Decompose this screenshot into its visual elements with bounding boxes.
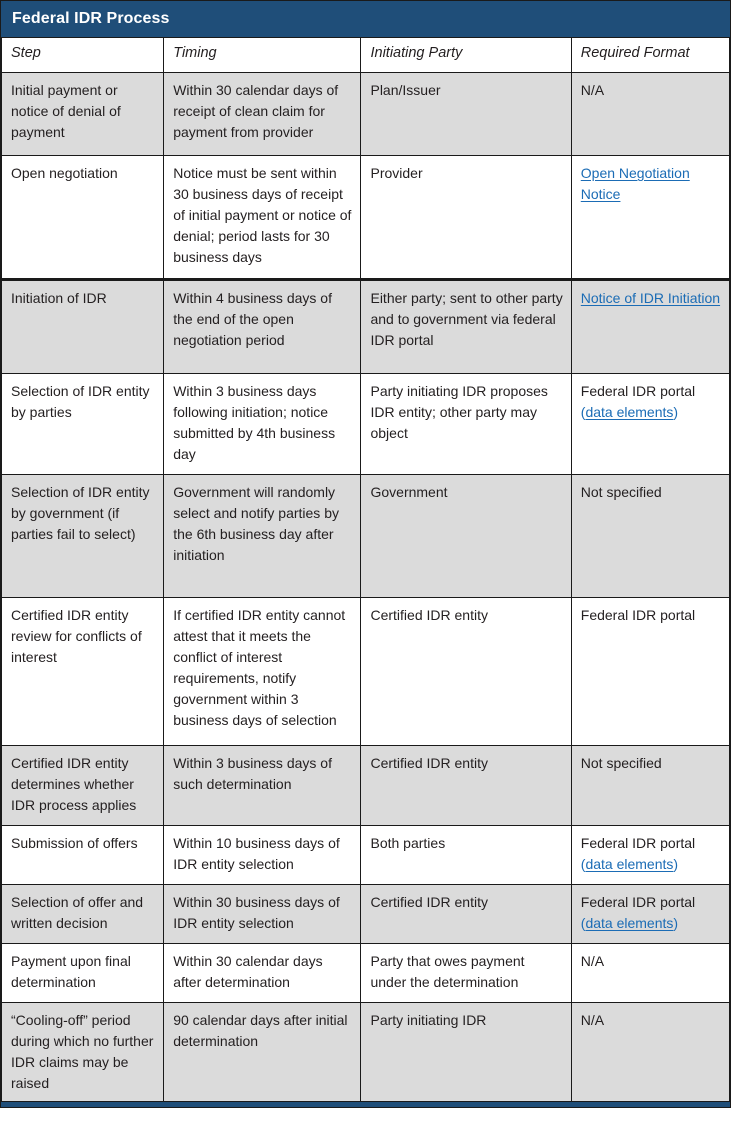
timing-cell: Within 30 calendar days of receipt of clean claim for payment from provider — [164, 73, 361, 156]
initiating-party-cell: Party that owes payment under the determination — [361, 944, 571, 1003]
table-title: Federal IDR Process — [12, 10, 170, 27]
format-paren: ) — [673, 915, 679, 931]
timing-cell: Government will randomly select and notify parties by the 6th business day after initiation — [164, 475, 361, 598]
step-cell: Submission of offers — [2, 826, 164, 885]
table-row — [2, 746, 730, 826]
format-text: N/A — [580, 82, 605, 98]
required-format-cell — [571, 374, 729, 475]
column-header-row — [2, 38, 730, 73]
format-paren: ( — [580, 856, 586, 872]
column-header-timing: Timing — [164, 38, 361, 73]
step-cell: Certified IDR entity determines whether IDR process applies — [2, 746, 164, 826]
step-cell: Initiation of IDR — [2, 280, 164, 374]
initiating-party-cell: Certified IDR entity — [361, 746, 571, 826]
table-row — [2, 826, 730, 885]
table-row — [2, 944, 730, 1003]
table-row — [2, 1003, 730, 1102]
table-row — [2, 73, 730, 156]
table-row — [2, 374, 730, 475]
timing-cell: Within 30 business days of IDR entity selection — [164, 885, 361, 944]
format-paren: ) — [673, 856, 679, 872]
format-paren: ( — [580, 404, 586, 420]
format-link[interactable]: data elements — [585, 856, 674, 872]
timing-cell: Within 4 business days of the end of the open negotiation period — [164, 280, 361, 374]
required-format-cell — [571, 826, 729, 885]
required-format-cell — [571, 1003, 729, 1102]
step-cell: “Cooling-off” period during which no further IDR claims may be raised — [2, 1003, 164, 1102]
timing-cell: Within 3 business days of such determination — [164, 746, 361, 826]
column-header-step: Step — [2, 38, 164, 73]
table-body — [2, 73, 730, 1102]
initiating-party-cell: Both parties — [361, 826, 571, 885]
table-row — [2, 598, 730, 746]
format-text: N/A — [580, 1012, 605, 1028]
format-link[interactable]: data elements — [585, 915, 674, 931]
timing-cell: 90 calendar days after initial determination — [164, 1003, 361, 1102]
timing-cell: Within 10 business days of IDR entity selection — [164, 826, 361, 885]
initiating-party-cell: Party initiating IDR — [361, 1003, 571, 1102]
initiating-party-cell: Certified IDR entity — [361, 885, 571, 944]
format-text: Federal IDR portal — [580, 894, 696, 910]
timing-cell: If certified IDR entity cannot attest that it meets the conflict of interest requirements, notify government within 3 business days of selection — [164, 598, 361, 746]
required-format-cell — [571, 475, 729, 598]
initiating-party-cell: Party initiating IDR proposes IDR entity; other party may object — [361, 374, 571, 475]
format-link[interactable]: Notice of IDR Initiation — [580, 290, 721, 306]
required-format-cell — [571, 280, 729, 374]
timing-cell: Within 30 calendar days after determination — [164, 944, 361, 1003]
table-row — [2, 475, 730, 598]
format-paren: ( — [580, 915, 586, 931]
step-cell: Selection of offer and written decision — [2, 885, 164, 944]
table-row — [2, 280, 730, 374]
table-title-bar — [1, 1, 730, 37]
step-cell: Selection of IDR entity by government (if parties fail to select) — [2, 475, 164, 598]
format-text: Not specified — [580, 484, 662, 500]
required-format-cell — [571, 156, 729, 280]
required-format-cell — [571, 73, 729, 156]
format-text: Federal IDR portal — [580, 383, 696, 399]
idr-table — [1, 37, 730, 1102]
timing-cell: Within 3 business days following initiation; notice submitted by 4th business day — [164, 374, 361, 475]
table-row — [2, 885, 730, 944]
step-cell: Certified IDR entity review for conflicts of interest — [2, 598, 164, 746]
format-link[interactable]: data elements — [585, 404, 674, 420]
column-header-required-format: Required Format — [571, 38, 729, 73]
initiating-party-cell: Plan/Issuer — [361, 73, 571, 156]
step-cell: Payment upon final determination — [2, 944, 164, 1003]
step-cell: Open negotiation — [2, 156, 164, 280]
initiating-party-cell: Provider — [361, 156, 571, 280]
format-text: Federal IDR portal — [580, 607, 696, 623]
required-format-cell — [571, 944, 729, 1003]
step-cell: Selection of IDR entity by parties — [2, 374, 164, 475]
bottom-accent-bar — [1, 1102, 730, 1107]
initiating-party-cell: Either party; sent to other party and to government via federal IDR portal — [361, 280, 571, 374]
required-format-cell — [571, 598, 729, 746]
timing-cell: Notice must be sent within 30 business days of receipt of initial payment or notice of denial; period lasts for 30 business days — [164, 156, 361, 280]
format-text: Not specified — [580, 755, 662, 771]
table-row — [2, 156, 730, 280]
step-cell: Initial payment or notice of denial of payment — [2, 73, 164, 156]
required-format-cell — [571, 746, 729, 826]
format-paren: ) — [673, 404, 679, 420]
format-text: N/A — [580, 953, 605, 969]
required-format-cell — [571, 885, 729, 944]
format-text: Federal IDR portal — [580, 835, 696, 851]
column-header-initiating-party: Initiating Party — [361, 38, 571, 73]
initiating-party-cell: Certified IDR entity — [361, 598, 571, 746]
initiating-party-cell: Government — [361, 475, 571, 598]
format-link[interactable]: Open Negotiation Notice — [580, 165, 690, 202]
